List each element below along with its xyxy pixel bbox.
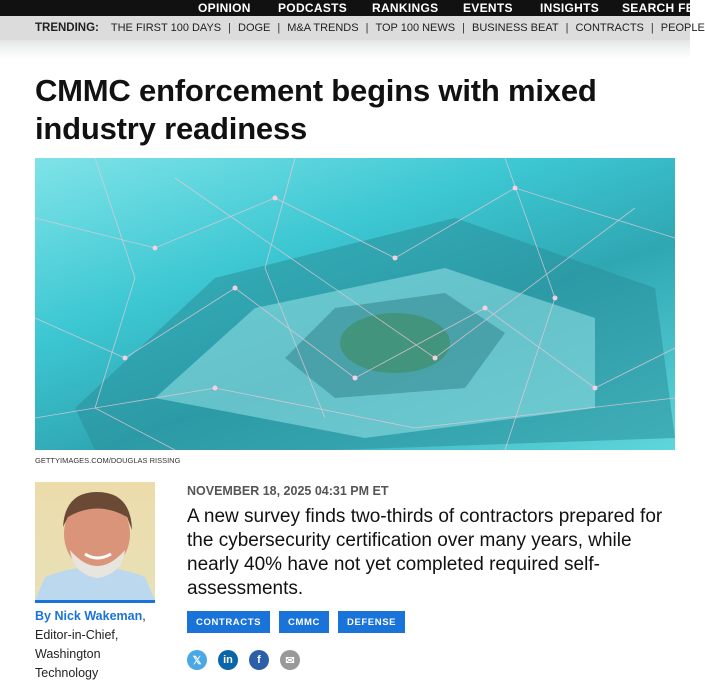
author-org: Technology (35, 666, 99, 680)
trending-link[interactable]: TOP 100 NEWS (375, 22, 456, 34)
pentagon-network-illustration (35, 158, 675, 450)
byline-comma: , (142, 609, 146, 623)
nav-opinion[interactable]: OPINION (198, 1, 251, 15)
author-byline (35, 607, 146, 683)
author-link[interactable]: By Nick Wakeman (35, 609, 143, 623)
share-buttons (187, 650, 300, 670)
trending-link[interactable]: BUSINESS BEAT (471, 22, 559, 34)
trending-link[interactable]: CONTRACTS (575, 22, 644, 34)
image-credit: GETTYIMAGES.COM/DOUGLAS RISSING (35, 456, 181, 465)
author-avatar[interactable] (35, 482, 155, 603)
tag-contracts[interactable]: CONTRACTS (187, 611, 270, 633)
top-nav (0, 0, 695, 16)
nav-search[interactable]: SEARCH FE (622, 1, 695, 15)
tag-defense[interactable]: DEFENSE (338, 611, 405, 633)
trending-bar: TRENDING: THE FIRST 100 DAYS | DOGE | M&A TRENDS | TOP 100 NEWS | BUSINESS BEAT | CONTRACTS | PEOPLE (0, 16, 690, 40)
nav-events[interactable]: EVENTS (463, 1, 513, 15)
x-share-icon[interactable]: 𝕏 (187, 650, 207, 670)
tag-list (187, 611, 405, 633)
tag-cmmc[interactable]: CMMC (279, 611, 329, 633)
trending-link[interactable]: M&A TRENDS (287, 22, 359, 34)
article-title: CMMC enforcement begins with mixed industry readiness (35, 73, 597, 146)
author-photo (35, 482, 155, 600)
facebook-share-icon[interactable]: f (249, 650, 269, 670)
trending-link[interactable]: DOGE (238, 22, 271, 34)
divider-shadow (0, 40, 690, 60)
publish-date: NOVEMBER 18, 2025 04:31 PM ET (187, 484, 389, 498)
article-dek: A new survey finds two-thirds of contractors prepared for the cybersecurity certification over many years, while nearly 40% have not yet completed required self-assessments. (187, 506, 663, 599)
trending-label: TRENDING: (35, 22, 99, 34)
nav-insights[interactable]: INSIGHTS (540, 1, 600, 15)
nav-rankings[interactable]: RANKINGS (372, 1, 439, 15)
nav-podcasts[interactable]: PODCASTS (278, 1, 348, 15)
author-title: Editor-in-Chief, (35, 628, 119, 642)
trending-link[interactable]: PEOPLE (660, 22, 705, 34)
hero-image (35, 158, 675, 450)
trending-link[interactable]: THE FIRST 100 DAYS (110, 22, 222, 34)
author-org: Washington (35, 647, 101, 661)
email-share-icon[interactable]: ✉ (280, 650, 300, 670)
linkedin-share-icon[interactable]: in (218, 650, 238, 670)
